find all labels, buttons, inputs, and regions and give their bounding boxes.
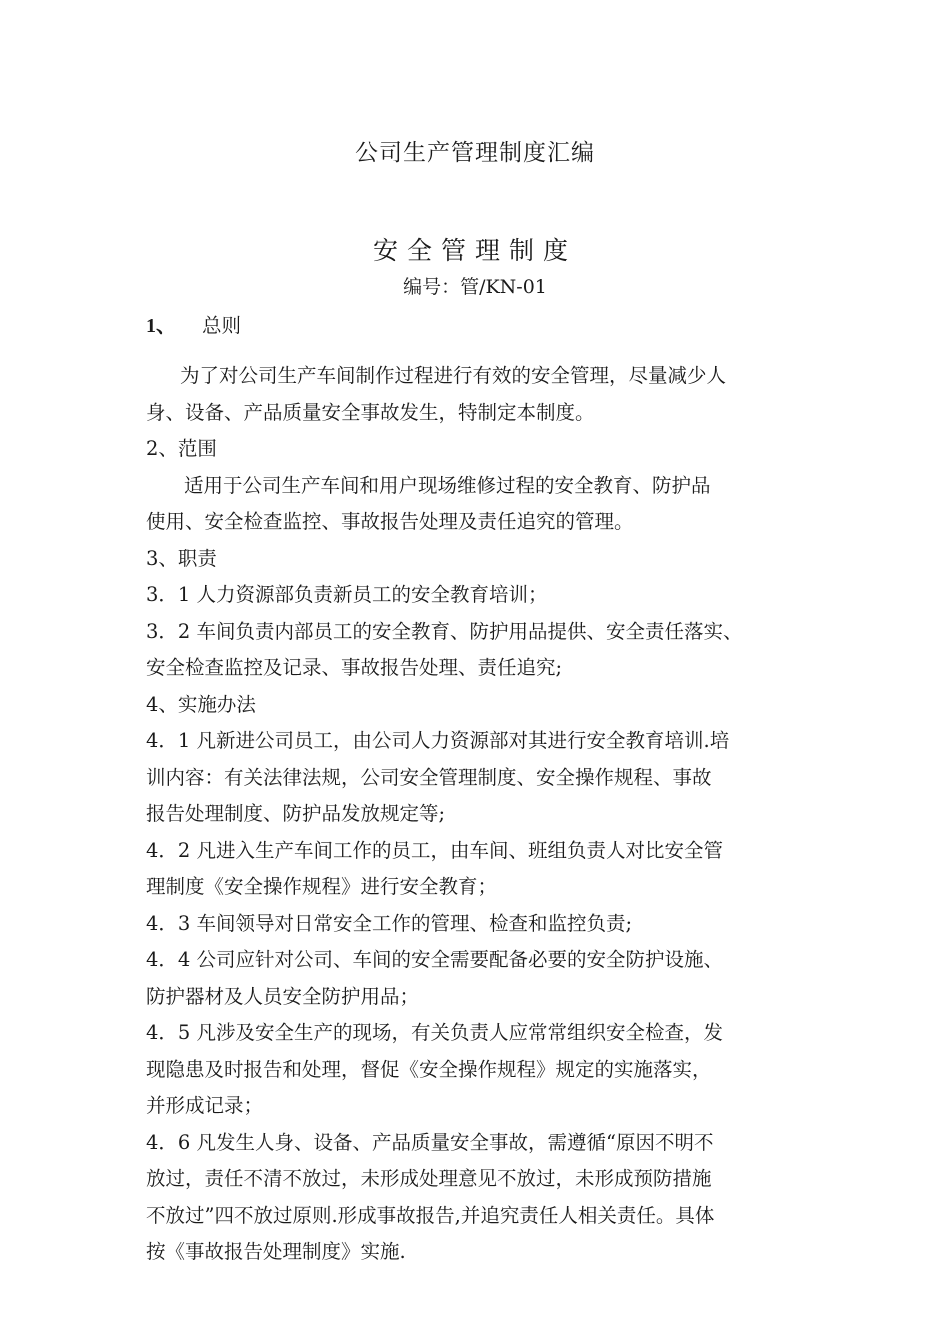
clause-line: 报告处理制度、防护品发放规定等; [146, 802, 446, 825]
paragraph-line: 适用于公司生产车间和用户现场维修过程的安全教育、防护品 [184, 473, 711, 497]
clause-line: 现隐患及时报告和处理，督促《安全操作规程》规定的实施落实， [146, 1057, 712, 1081]
section-title: 安全管理制度 [372, 236, 577, 265]
clause-line: 4．2 凡进入生产车间工作的员工，由车间、班组负责人对比安全管 [146, 838, 724, 862]
heading-label: 总则 [202, 314, 242, 337]
clause-line: 4．6 凡发生人身、设备、产品质量安全事故，需遵循“原因不明不 [146, 1130, 714, 1154]
document-code: 编号：管/KN-01 [403, 276, 547, 298]
clause-line: 3．1 人力资源部负责新员工的安全教育培训； [146, 583, 548, 606]
clause-line: 4．3 车间领导对日常安全工作的管理、检查和监控负责; [146, 911, 633, 935]
paragraph-line: 为了对公司生产车间制作过程进行有效的安全管理，尽量减少人 [180, 364, 727, 387]
clause-line: 按《事故报告处理制度》实施. [146, 1240, 406, 1263]
clause-line: 安全检查监控及记录、事故报告处理、责任追究; [146, 656, 563, 679]
heading-scope: 2、范围 [146, 437, 217, 460]
heading-number: 1、 [146, 315, 176, 337]
clause-line: 理制度《安全操作规程》进行安全教育； [146, 875, 498, 898]
clause-line: 3．2 车间负责内部员工的安全教育、防护用品提供、安全责任落实、 [146, 619, 743, 643]
heading-implementation: 4、实施办法 [146, 692, 256, 716]
clause-line: 4．1 凡新进公司员工，由公司人力资源部对其进行安全教育培训.培 [146, 729, 730, 752]
clause-line: 4．4 公司应针对公司、车间的安全需要配备必要的安全防护设施、 [146, 948, 724, 971]
paragraph-line: 身、设备、产品质量安全事故发生，特制定本制度。 [146, 400, 595, 424]
clause-line: 训内容：有关法律法规，公司安全管理制度、安全操作规程、事故 [146, 765, 712, 789]
clause-line: 4．5 凡涉及安全生产的现场，有关负责人应常常组织安全检查，发 [146, 1021, 724, 1044]
heading-general [146, 308, 836, 344]
clause-line: 并形成记录； [146, 1094, 264, 1117]
clause-line: 防护器材及人员安全防护用品； [146, 984, 420, 1008]
clause-line: 放过，责任不清不放过，未形成处理意见不放过，未形成预防措施 [146, 1167, 712, 1190]
heading-duties: 3、职责 [146, 546, 217, 570]
document-body [146, 308, 836, 1271]
document-title: 公司生产管理制度汇编 [355, 140, 595, 166]
paragraph-line: 使用、安全检查监控、事故报告处理及责任追究的管理。 [146, 510, 634, 533]
clause-line: 不放过”四不放过原则.形成事故报告,并追究责任人相关责任。具体 [146, 1203, 715, 1227]
